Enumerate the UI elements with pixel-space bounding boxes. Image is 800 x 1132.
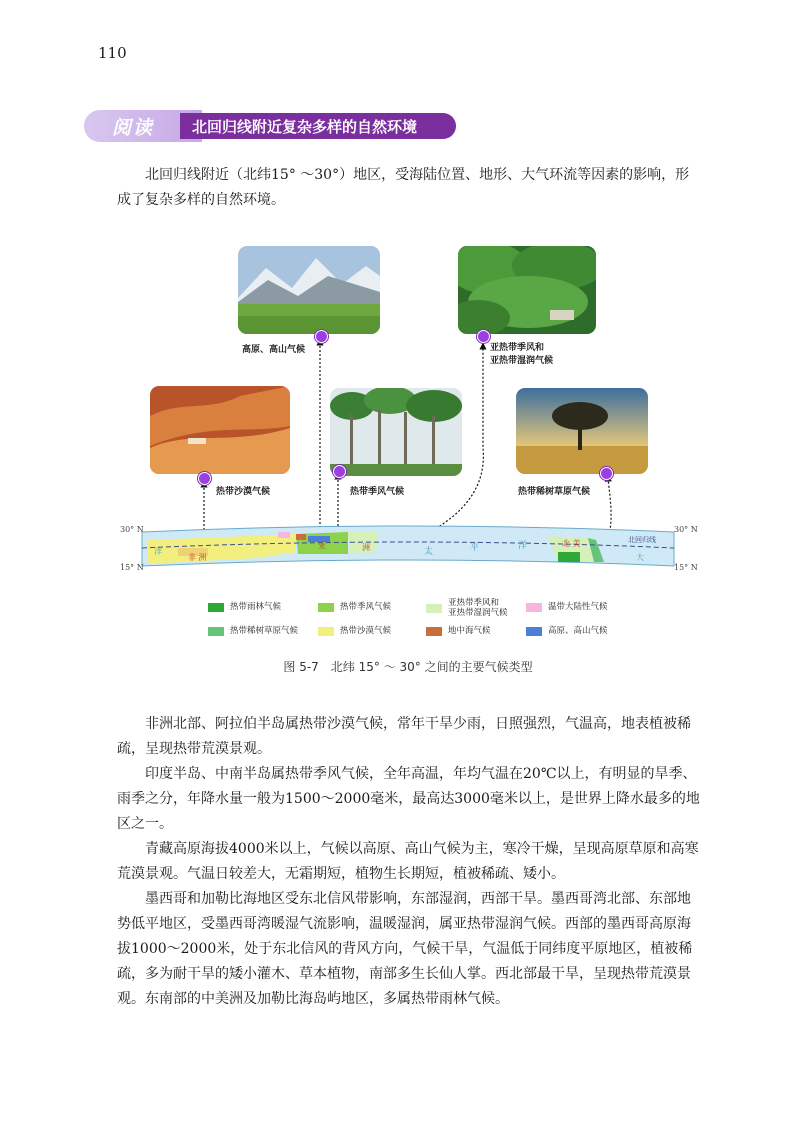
legend-item xyxy=(318,626,391,636)
savanna-caption: 热带稀树草原气候 xyxy=(518,487,591,497)
label-asia: 亚 xyxy=(318,541,326,550)
reading-tag-label: 阅读 xyxy=(112,117,155,139)
intro-paragraph: 北回归线附近（北纬15° ～30°）地区，受海陆位置、地形、大气环流等因素的影响，形成了复杂多样的自然环境。 xyxy=(117,167,690,208)
tropical-desert-photo xyxy=(150,386,290,474)
ocean-right: 大 xyxy=(636,553,644,562)
palm-dot xyxy=(333,465,346,478)
desert-dot xyxy=(198,472,211,485)
plateau-dot xyxy=(315,330,328,343)
climate-map xyxy=(118,518,698,584)
legend-swatch xyxy=(526,627,542,636)
legend-item xyxy=(426,598,508,618)
ocean-pac-2: 平 xyxy=(470,543,480,553)
desert-caption: 热带沙漠气候 xyxy=(216,487,271,497)
reading-title-bar xyxy=(180,113,456,139)
subtropical-dot xyxy=(477,330,490,343)
legend-item xyxy=(526,602,608,612)
savanna-dot xyxy=(600,467,613,480)
lat-30n-right: 30° N xyxy=(674,525,698,534)
legend-label: 亚热带季风和 亚热带湿润气候 xyxy=(448,598,508,618)
legend-swatch xyxy=(426,627,442,636)
legend-item xyxy=(426,626,491,636)
label-north-america: 北 美 xyxy=(562,539,581,548)
ocean-pac-3: 洋 xyxy=(518,541,528,551)
legend-swatch xyxy=(318,627,334,636)
legend-item xyxy=(208,602,281,612)
lat-15n-right: 15° N xyxy=(674,563,698,572)
legend-swatch xyxy=(426,604,442,613)
palm-caption: 热带季风气候 xyxy=(350,487,405,497)
legend-swatch xyxy=(318,603,334,612)
legend-item xyxy=(208,626,298,636)
label-zhou: 洲 xyxy=(362,543,370,552)
map-legend xyxy=(208,598,628,644)
legend-swatch xyxy=(526,603,542,612)
ocean-pac-1: 太 xyxy=(424,547,434,557)
legend-label: 地中海气候 xyxy=(448,626,491,636)
paragraph-desert: 非洲北部、阿拉伯半岛属热带沙漠气候，常年干旱少雨，日照强烈，气温高，地表植被稀疏，呈现热带荒漠景观。 xyxy=(117,716,691,757)
legend-item xyxy=(526,626,608,636)
legend-label: 热带雨林气候 xyxy=(230,602,282,612)
subtropical-forest-photo xyxy=(458,246,596,334)
legend-swatch xyxy=(208,603,224,612)
legend-label: 热带季风气候 xyxy=(340,602,392,612)
reading-title: 北回归线附近复杂多样的自然环境 xyxy=(192,118,418,136)
legend-swatch xyxy=(208,627,224,636)
tropical-palm-photo xyxy=(330,388,462,476)
legend-item xyxy=(318,602,391,612)
legend-label: 热带稀树草原气候 xyxy=(230,626,299,636)
reading-header xyxy=(84,110,458,142)
label-africa: 非 洲 xyxy=(188,553,207,562)
ocean-left: 洋 xyxy=(154,547,162,556)
figure-caption: 图 5-7 北纬 15° ～ 30° 之间的主要气候类型 xyxy=(283,660,533,674)
legend-label: 温带大陆性气候 xyxy=(548,602,608,612)
legend-label: 高原、高山气候 xyxy=(548,626,608,636)
body-text xyxy=(117,712,703,1012)
label-tropic: 北回归线 xyxy=(628,536,656,544)
savanna-tree-photo xyxy=(516,388,648,474)
plateau-mountain-photo xyxy=(238,246,380,334)
climate-figure xyxy=(118,238,698,678)
plateau-caption: 高原、高山气候 xyxy=(242,345,306,355)
lat-15n-left: 15° N xyxy=(120,563,144,572)
subtropical-caption: 亚热带季风和 亚热带湿润气候 xyxy=(490,343,554,366)
paragraph-monsoon: 印度半岛、中南半岛属热带季风气候，全年高温，年均气温在20℃以上，有明显的旱季、雨季之分，年降水量一般为1500～2000毫米，最高达3000毫米以上，是世界上降水最多的地区之一。 xyxy=(117,766,700,832)
page-number: 110 xyxy=(98,44,127,62)
paragraph-mexico: 墨西哥和加勒比海地区受东北信风带影响，东部湿润，西部干旱。墨西哥湾北部、东部地势低平地区，受墨西哥湾暖湿气流影响，温暖湿润，属亚热带湿润气候。西部的墨西哥高原海拔1000～2000米，处于东北信风的背风方向，气候干旱，气温低于同纬度平原地区，植被稀疏，多为耐干旱的矮小灌木、草本植物，南部多生长仙人掌。西北部最干旱，呈现热带荒漠景观。东南部的中美洲及加勒比海岛屿地区，多属热带雨林气候。 xyxy=(117,891,693,1007)
lat-30n-left: 30° N xyxy=(120,525,144,534)
paragraph-plateau: 青藏高原海拔4000米以上，气候以高原、高山气候为主，寒冷干燥，呈现高原草原和高寒荒漠景观。气温日较差大，无霜期短，植物生长期短，植被稀疏、矮小。 xyxy=(117,841,699,882)
legend-label: 热带沙漠气候 xyxy=(340,626,392,636)
